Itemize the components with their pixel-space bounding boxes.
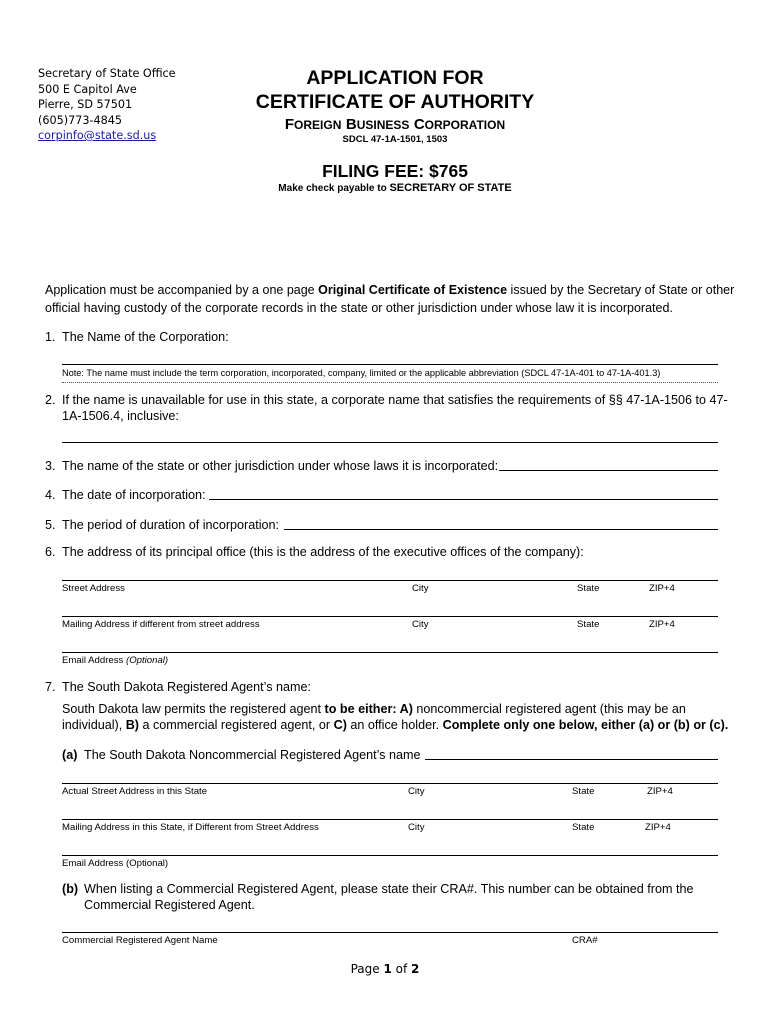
email-address-label bbox=[62, 655, 168, 666]
mailing-address-label: Mailing Address if different from street address bbox=[62, 619, 260, 630]
agent-street-line[interactable] bbox=[62, 783, 718, 784]
agent-street-city-label: City bbox=[408, 786, 425, 797]
footer-page-text: Page bbox=[350, 962, 384, 976]
q2-number: 2. bbox=[45, 393, 56, 407]
payable-prefix: Make check payable to bbox=[278, 183, 390, 194]
agent-text-g: an office holder. bbox=[346, 718, 443, 732]
agent-mailing-line[interactable] bbox=[62, 819, 718, 820]
intro-bold: Original Certificate of Existence bbox=[318, 283, 508, 297]
mailing-zip-label: ZIP+4 bbox=[649, 619, 675, 630]
street-address-line[interactable] bbox=[62, 580, 718, 581]
subtitle bbox=[230, 115, 560, 135]
agent-explanation bbox=[62, 701, 742, 733]
agent-mailing-zip-label: ZIP+4 bbox=[645, 822, 671, 833]
q2-line2: 1A-1506.4, inclusive: bbox=[62, 409, 179, 423]
office-phone: (605)773-4845 bbox=[38, 113, 122, 127]
agent-a-label: (a) bbox=[62, 748, 78, 762]
footer-of-text: of bbox=[391, 962, 412, 976]
q5-number: 5. bbox=[45, 518, 56, 532]
agent-text-d: B) bbox=[125, 718, 139, 732]
intro-part1: Application must be accompanied by a one page bbox=[45, 283, 319, 297]
q5-label: The period of duration of incorporation: bbox=[62, 518, 280, 532]
statute: SDCL 47-1A-1501, 1503 bbox=[342, 134, 448, 145]
intro-paragraph bbox=[45, 282, 735, 317]
mailing-address-line[interactable] bbox=[62, 616, 718, 617]
street-city-label: City bbox=[412, 583, 429, 594]
q7-label: The South Dakota Registered Agent’s name: bbox=[62, 680, 311, 694]
subtitle-orporation: ORPORATION bbox=[424, 118, 506, 132]
office-address bbox=[38, 66, 176, 144]
footer-total-pages: 2 bbox=[411, 962, 420, 976]
agent-b-line2: Commercial Registered Agent. bbox=[84, 898, 255, 912]
agent-street-label: Actual Street Address in this State bbox=[62, 786, 208, 797]
email-address-line[interactable] bbox=[62, 652, 718, 653]
q2-input-line[interactable] bbox=[62, 442, 718, 443]
payable-line bbox=[200, 182, 590, 194]
agent-a-text: The South Dakota Noncommercial Registered Agent’s name bbox=[84, 748, 421, 762]
agent-street-zip-label: ZIP+4 bbox=[647, 786, 673, 797]
q1-input-line[interactable] bbox=[62, 364, 718, 365]
agent-text-e: a commercial registered agent, or bbox=[139, 718, 334, 732]
agent-b-line1: When listing a Commercial Registered Agent, please state their CRA#. This number can be obtained from the bbox=[84, 882, 694, 896]
q2-label bbox=[62, 392, 732, 424]
title-line1: APPLICATION FOR bbox=[306, 67, 484, 89]
agent-text-b: to be either: A) bbox=[324, 702, 413, 716]
email-label-text: Email Address bbox=[62, 655, 126, 666]
subtitle-c: C bbox=[413, 116, 425, 133]
q3-number: 3. bbox=[45, 459, 56, 473]
mailing-state-label: State bbox=[577, 619, 600, 630]
agent-text-h: Complete only one below, either (a) or (b) or (c). bbox=[442, 718, 729, 732]
mailing-city-label: City bbox=[412, 619, 429, 630]
agent-email-line[interactable] bbox=[62, 855, 718, 856]
filing-fee: FILING FEE: $765 bbox=[322, 161, 468, 181]
q4-input-line[interactable] bbox=[209, 499, 718, 500]
office-street: 500 E Capitol Ave bbox=[38, 82, 137, 96]
agent-mailing-state-label: State bbox=[572, 822, 595, 833]
q6-label: The address of its principal office (this is the address of the executive offices of the company): bbox=[62, 545, 584, 559]
q7-number: 7. bbox=[45, 680, 56, 694]
q2-line1: If the name is unavailable for use in this state, a corporate name that satisfies the requirements of §§ 47-1A-1506 to 47- bbox=[62, 393, 728, 407]
subtitle-oreign: OREIGN bbox=[294, 118, 342, 132]
street-zip-label: ZIP+4 bbox=[649, 583, 675, 594]
email-optional: (Optional) bbox=[126, 655, 169, 666]
footer-current-page: 1 bbox=[383, 962, 392, 976]
q1-label: The Name of the Corporation: bbox=[62, 330, 229, 344]
subtitle-f: F bbox=[284, 116, 295, 133]
subtitle-usiness: USINESS bbox=[356, 118, 410, 132]
agent-email-label: Email Address (Optional) bbox=[62, 858, 169, 869]
q4-label: The date of incorporation: bbox=[62, 488, 206, 502]
q1-note: Note: The name must include the term corporation, incorporated, company, limited or the applicable abbreviation (SDCL 47-1A-401 to 47-1A-401.3) bbox=[62, 368, 661, 378]
q4-number: 4. bbox=[45, 488, 56, 502]
street-state-label: State bbox=[577, 583, 600, 594]
cra-number-label: CRA# bbox=[572, 935, 598, 946]
q6-number: 6. bbox=[45, 545, 56, 559]
street-address-label: Street Address bbox=[62, 583, 125, 594]
cra-name-label: Commercial Registered Agent Name bbox=[62, 935, 218, 946]
agent-b-label: (b) bbox=[62, 882, 79, 896]
agent-text-f: C) bbox=[333, 718, 347, 732]
q3-input-line[interactable] bbox=[499, 470, 718, 471]
office-city: Pierre, SD 57501 bbox=[38, 98, 133, 111]
agent-b-text bbox=[84, 881, 734, 913]
agent-text-c: noncommercial registered agent (this may be an individual), bbox=[62, 702, 686, 732]
q1-note-divider bbox=[62, 382, 718, 383]
q1-number: 1. bbox=[45, 330, 56, 344]
title-line2: CERTIFICATE OF AUTHORITY bbox=[255, 91, 535, 113]
agent-street-state-label: State bbox=[572, 786, 595, 797]
q5-input-line[interactable] bbox=[284, 529, 718, 530]
agent-text-a: South Dakota law permits the registered agent bbox=[62, 702, 325, 716]
agent-mailing-city-label: City bbox=[408, 822, 425, 833]
agent-mailing-label: Mailing Address in this State, if Different from Street Address bbox=[62, 822, 319, 833]
page-footer bbox=[0, 962, 770, 976]
payable-to: SECRETARY OF STATE bbox=[389, 182, 512, 194]
subtitle-b: B bbox=[345, 116, 357, 133]
cra-line[interactable] bbox=[62, 932, 718, 933]
office-name: Secretary of State Office bbox=[38, 67, 176, 80]
q3-label: The name of the state or other jurisdiction under whose laws it is incorporated: bbox=[62, 459, 499, 473]
intro-part2: issued by the Secretary of State or other official having custody of the corporate records in the state or other jurisdiction under whose law it is incorporated. bbox=[45, 283, 735, 315]
agent-a-name-line[interactable] bbox=[425, 759, 718, 760]
office-email-link[interactable]: corpinfo@state.sd.us bbox=[38, 129, 157, 142]
